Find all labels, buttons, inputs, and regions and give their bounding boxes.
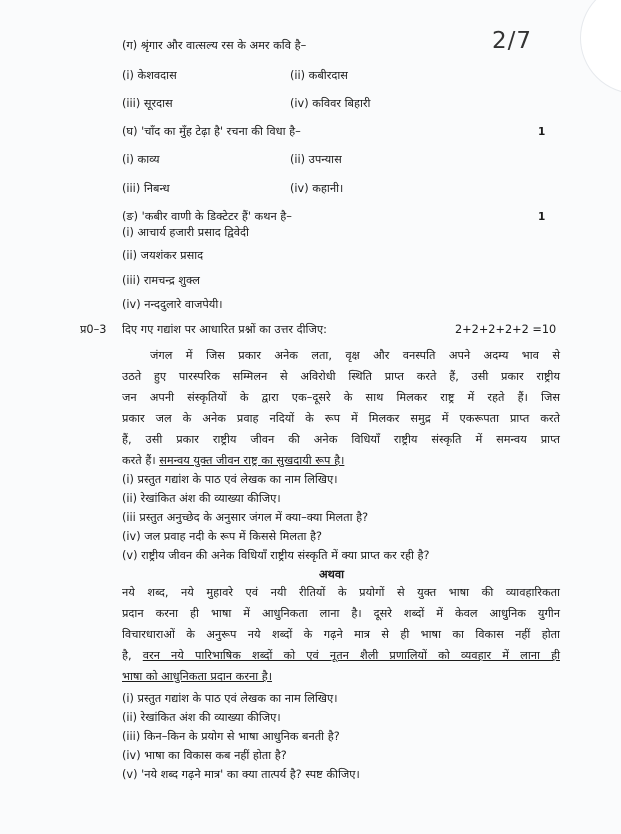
passage-1-plain-text: करते हैं। xyxy=(122,454,156,467)
passage-2-question-3: (iii) किन–किन के प्रयोग से भाषा आधुनिक बनती है? xyxy=(122,730,340,743)
question-nga-stem: (ङ) 'कबीर वाणी के डिक्टेटर हैं' कथन है– xyxy=(122,210,292,223)
passage-2-line: नये शब्द, नये मुहावरे एवं नयी रीतियों के प्रयोगों से युक्त भाषा की व्यावहारिकता xyxy=(122,586,560,599)
passage-2-underlined-text: वरन नये पारिभाषिक शब्दों को एवं नूतन शैली प्रणालियों को व्यवहार में लाना ही xyxy=(142,649,560,662)
question-3-instruction: दिए गए गद्यांश पर आधारित प्रश्नों का उत्तर दीजिए: xyxy=(122,323,327,336)
passage-1-line: जन अपनी संस्कृतियों के द्वारा एक–दूसरे के साथ मिलकर राष्ट्र में रहते हैं। जिस xyxy=(122,391,560,404)
passage-2-plain-text: है, xyxy=(122,649,132,662)
question-gha-marks: 1 xyxy=(538,126,546,138)
passage-2 xyxy=(122,582,560,687)
question-3-marks: 2+2+2+2+2 =10 xyxy=(455,323,557,336)
page-number: 2/7 xyxy=(492,28,533,54)
passage-2-line xyxy=(122,666,560,687)
passage-2-question-4: (iv) भाषा का विकास कब नहीं होता है? xyxy=(122,749,287,762)
passage-1-line: उठते हुए पारस्परिक सम्मिलन से अविरोधी स्थिति प्राप्त करते हैं, उसी प्रकार राष्ट्रीय xyxy=(122,370,560,383)
passage-1-question-1: (i) प्रस्तुत गद्यांश के पाठ एवं लेखक का नाम लिखिए। xyxy=(122,473,338,486)
question-gha-option-3: (iii) निबन्ध xyxy=(122,182,170,195)
question-nga-option-4: (iv) नन्ददुलारे वाजपेयी। xyxy=(122,298,223,311)
question-nga-option-3: (iii) रामचन्द्र शुक्ल xyxy=(122,274,200,287)
passage-1-question-2: (ii) रेखांकित अंश की व्याख्या कीजिए। xyxy=(122,492,281,505)
passage-1-underlined-text: समन्वय युक्त जीवन राष्ट्र का सुखदायी रूप है। xyxy=(159,454,345,467)
question-ga-option-3: (iii) सूरदास xyxy=(122,97,173,110)
passage-1-line: हैं, उसी प्रकार राष्ट्रीय जीवन की अनेक विधियाँ राष्ट्रीय संस्कृति में समन्वय प्राप्त xyxy=(122,433,560,446)
corner-circle-decoration xyxy=(580,0,621,94)
question-gha-option-2: (ii) उपन्यास xyxy=(290,153,342,166)
passage-2-line xyxy=(122,645,560,666)
question-ga-option-2: (ii) कबीरदास xyxy=(290,69,348,82)
passage-1 xyxy=(122,345,560,471)
passage-1-line: प्रकार जल के अनेक प्रवाह नदियों के रूप में मिलकर समुद्र में एकरूपता प्राप्त करते xyxy=(122,412,560,425)
question-ga-option-4: (iv) कविवर बिहारी xyxy=(290,97,371,110)
passage-1-question-4: (iv) जल प्रवाह नदी के रूप में किससे मिलता है? xyxy=(122,530,323,543)
passage-1-line: जंगल में जिस प्रकार अनेक लता, वृक्ष और वनस्पति अपने अदम्य भाव से xyxy=(150,349,560,362)
passage-2-question-5: (v) 'नये शब्द गढ़ने मात्र' का क्या तात्पर्य है? स्पष्ट कीजिए। xyxy=(122,768,360,781)
question-gha-option-1: (i) काव्य xyxy=(122,153,160,166)
passage-2-line: विचारधाराओं के अनुरूप नये शब्दों के गढ़ने मात्र से ही भाषा का विकास नहीं होता xyxy=(122,628,560,641)
or-label: अथवा xyxy=(319,568,345,581)
passage-2-question-2: (ii) रेखांकित अंश की व्याख्या कीजिए। xyxy=(122,711,281,724)
question-3-label: प्र0–3 xyxy=(80,323,107,336)
passage-1-line xyxy=(122,450,560,471)
question-nga-option-2: (ii) जयशंकर प्रसाद xyxy=(122,249,204,262)
question-nga-marks: 1 xyxy=(538,211,546,223)
passage-1-question-3: (iii प्रस्तुत अनुच्छेद के अनुसार जंगल में क्या–क्या मिलता है? xyxy=(122,511,369,524)
passage-2-underlined-text: भाषा को आधुनिकता प्रदान करना है। xyxy=(122,670,273,683)
passage-2-question-1: (i) प्रस्तुत गद्यांश के पाठ एवं लेखक का नाम लिखिए। xyxy=(122,692,338,705)
question-ga-stem: (ग) श्रृंगार और वात्सल्य रस के अमर कवि है– xyxy=(122,39,307,52)
question-nga-option-1: (i) आचार्य हजारी प्रसाद द्विवेदी xyxy=(122,226,249,239)
question-gha-stem: (घ) 'चाँद का मुँह टेढ़ा है' रचना की विधा है– xyxy=(122,125,301,138)
question-gha-option-4: (iv) कहानी। xyxy=(290,182,344,195)
passage-1-question-5: (v) राष्ट्रीय जीवन की अनेक विधियाँ राष्ट्रीय संस्कृति में क्या प्राप्त कर रही है? xyxy=(122,549,430,562)
passage-2-line: प्रदान करना ही भाषा में आधुनिकता लाना है। दूसरे शब्दों में केवल आधुनिक युगीन xyxy=(122,607,560,620)
question-ga-option-1: (i) केशवदास xyxy=(122,69,177,82)
